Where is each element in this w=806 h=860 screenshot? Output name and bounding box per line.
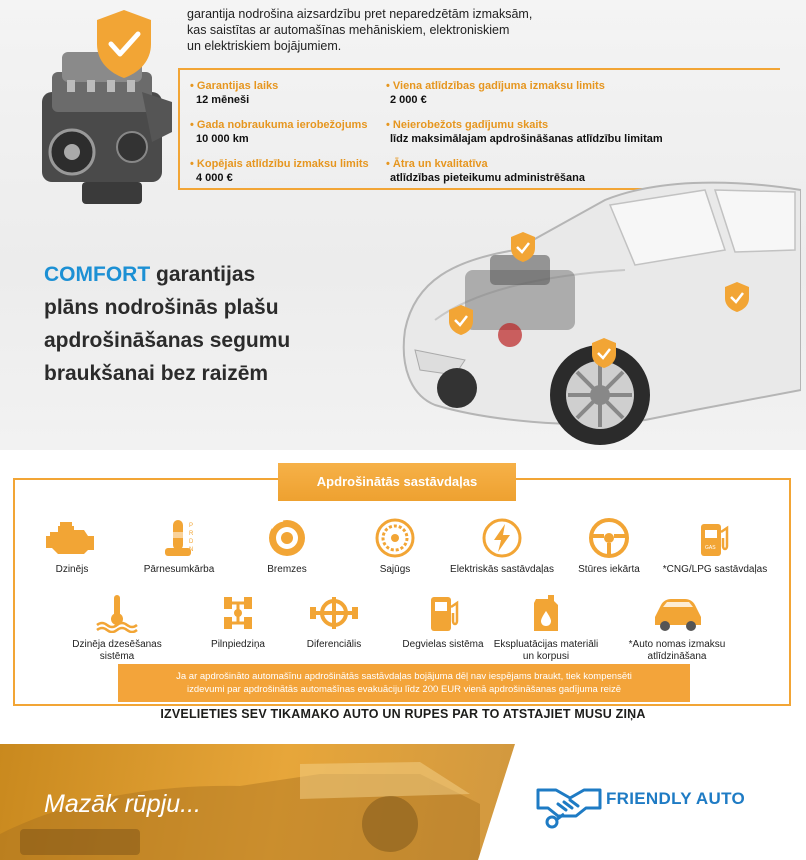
component-gearbox (124, 518, 234, 576)
feature-value: atlīdzības pieteikumu administrēšana (390, 172, 586, 184)
differential-icon (306, 593, 362, 633)
feature-label: • Gada nobraukuma ierobežojums (190, 119, 368, 131)
gas-pump-icon (687, 518, 743, 558)
component-label: Dzinēja dzesēšanas sistēma (72, 639, 162, 662)
feature-value: 12 mēneši (196, 94, 250, 106)
notice-line-1: Ja ar apdrošināto automašīnu apdrošinātās sastāvdaļas bojājuma dēļ nav iespējams braukt, tiek kompensēti (176, 671, 632, 682)
car-icon (649, 593, 705, 633)
component-fluids (491, 593, 601, 663)
component-brakes (232, 518, 342, 576)
lightning-icon (474, 518, 530, 558)
component-label: Ekspluatācijas materiāli un korpusi (493, 639, 599, 662)
feature-unlimited-claims (386, 119, 663, 145)
feature-value: 4 000 € (196, 172, 233, 184)
headline-line-1: garantijas (150, 263, 256, 286)
feature-total-limit (190, 158, 369, 184)
feature-label: • Kopējais atlīdzību izmaksu limits (190, 158, 369, 170)
steering-wheel-icon (581, 518, 637, 558)
component-cng-lpg (660, 518, 770, 576)
svg-text:P: P (189, 523, 194, 529)
clutch-icon (367, 518, 423, 558)
call-to-action: IZVELIETIES SEV TIKAMAKO AUTO UN RUPES PAR TO ATSTAJIET MUSU ZIŅA (160, 707, 646, 721)
headline-line-2: plāns nodrošinās plašu (44, 296, 279, 319)
covered-components-title: Apdrošinātās sastāvdaļas (278, 463, 516, 501)
component-label: Stūres iekārta (578, 564, 640, 575)
component-label: *Auto nomas izmaksu atlīdzināšana (628, 639, 726, 662)
feature-label: • Garantijas laiks (190, 80, 279, 92)
intro-line-2: kas saistītas ar automašīnas mehāniskiem, elektroniskiem (187, 23, 510, 37)
shield-check-icon (94, 8, 154, 80)
svg-text:GAS: GAS (705, 545, 716, 551)
component-electrical (447, 518, 557, 576)
feature-value: 2 000 € (390, 94, 427, 106)
notice-line-2: izdevumi par apdrošinātās automašīnas evakuāciju līdz 200 EUR vienā apdrošināšanas gadījuma reizē (186, 683, 622, 695)
engine-icon (44, 518, 100, 558)
feature-value: 10 000 km (196, 133, 249, 145)
feature-value: līdz maksimālajam apdrošināšanas atlīdzību limitam (390, 133, 663, 145)
drivetrain-icon (210, 593, 266, 633)
fuel-pump-icon (415, 593, 471, 633)
component-awd (183, 593, 293, 651)
feature-label: • Viena atlīdzības gadījuma izmaksu limits (386, 80, 605, 92)
component-label: Dzinējs (55, 564, 89, 575)
component-label: Diferenciālis (306, 639, 362, 650)
svg-text:N: N (189, 547, 194, 553)
footer-slogan: Mazāk rūpju... (44, 790, 202, 818)
component-label: *CNG/LPG sastāvdaļas (662, 564, 768, 575)
intro-line-3: un elektriskiem bojājumiem. (187, 39, 342, 53)
component-steering (554, 518, 664, 576)
car-xray-illustration (395, 160, 801, 450)
feature-label: • Neierobežots gadījumu skaits (386, 119, 549, 131)
component-differential (279, 593, 389, 651)
component-label: Bremzes (267, 564, 307, 575)
oil-canister-icon (518, 593, 574, 633)
feature-claim-limit (386, 80, 605, 106)
evacuation-notice (118, 664, 690, 702)
component-cooling (62, 593, 172, 663)
component-label: Pārnesumkārba (143, 564, 215, 575)
component-label: Pilnpiedziņa (211, 639, 265, 650)
component-clutch (340, 518, 450, 576)
headline-line-3: apdrošināšanas segumu (44, 329, 291, 352)
feature-warranty-period (190, 80, 278, 106)
brand-logo-text: FRIENDLY AUTO (606, 789, 745, 808)
component-fuel-system (388, 593, 498, 651)
component-label: Degvielas sistēma (402, 639, 484, 650)
component-label: Sajūgs (379, 564, 411, 575)
brake-disc-icon (259, 518, 315, 558)
headline-line-4: braukšanai bez raizēm (44, 362, 269, 385)
component-rental (622, 593, 732, 663)
gear-shifter-icon (151, 518, 207, 558)
intro-text (187, 6, 607, 54)
feature-label: • Ātra un kvalitatīva (386, 158, 488, 170)
svg-text:R: R (189, 531, 194, 537)
coolant-icon (89, 593, 145, 633)
footer-banner (0, 744, 806, 860)
feature-mileage-limit (190, 119, 367, 145)
svg-text:D: D (189, 539, 194, 545)
handshake-key-icon (536, 776, 602, 830)
component-label: Elektriskās sastāvdaļas (450, 564, 554, 575)
brand-name: COMFORT (44, 263, 151, 286)
component-engine (17, 518, 127, 576)
intro-line-1: garantija nodrošina aizsardzību pret neparedzētām izmaksām, (187, 7, 533, 21)
headline (44, 258, 364, 390)
